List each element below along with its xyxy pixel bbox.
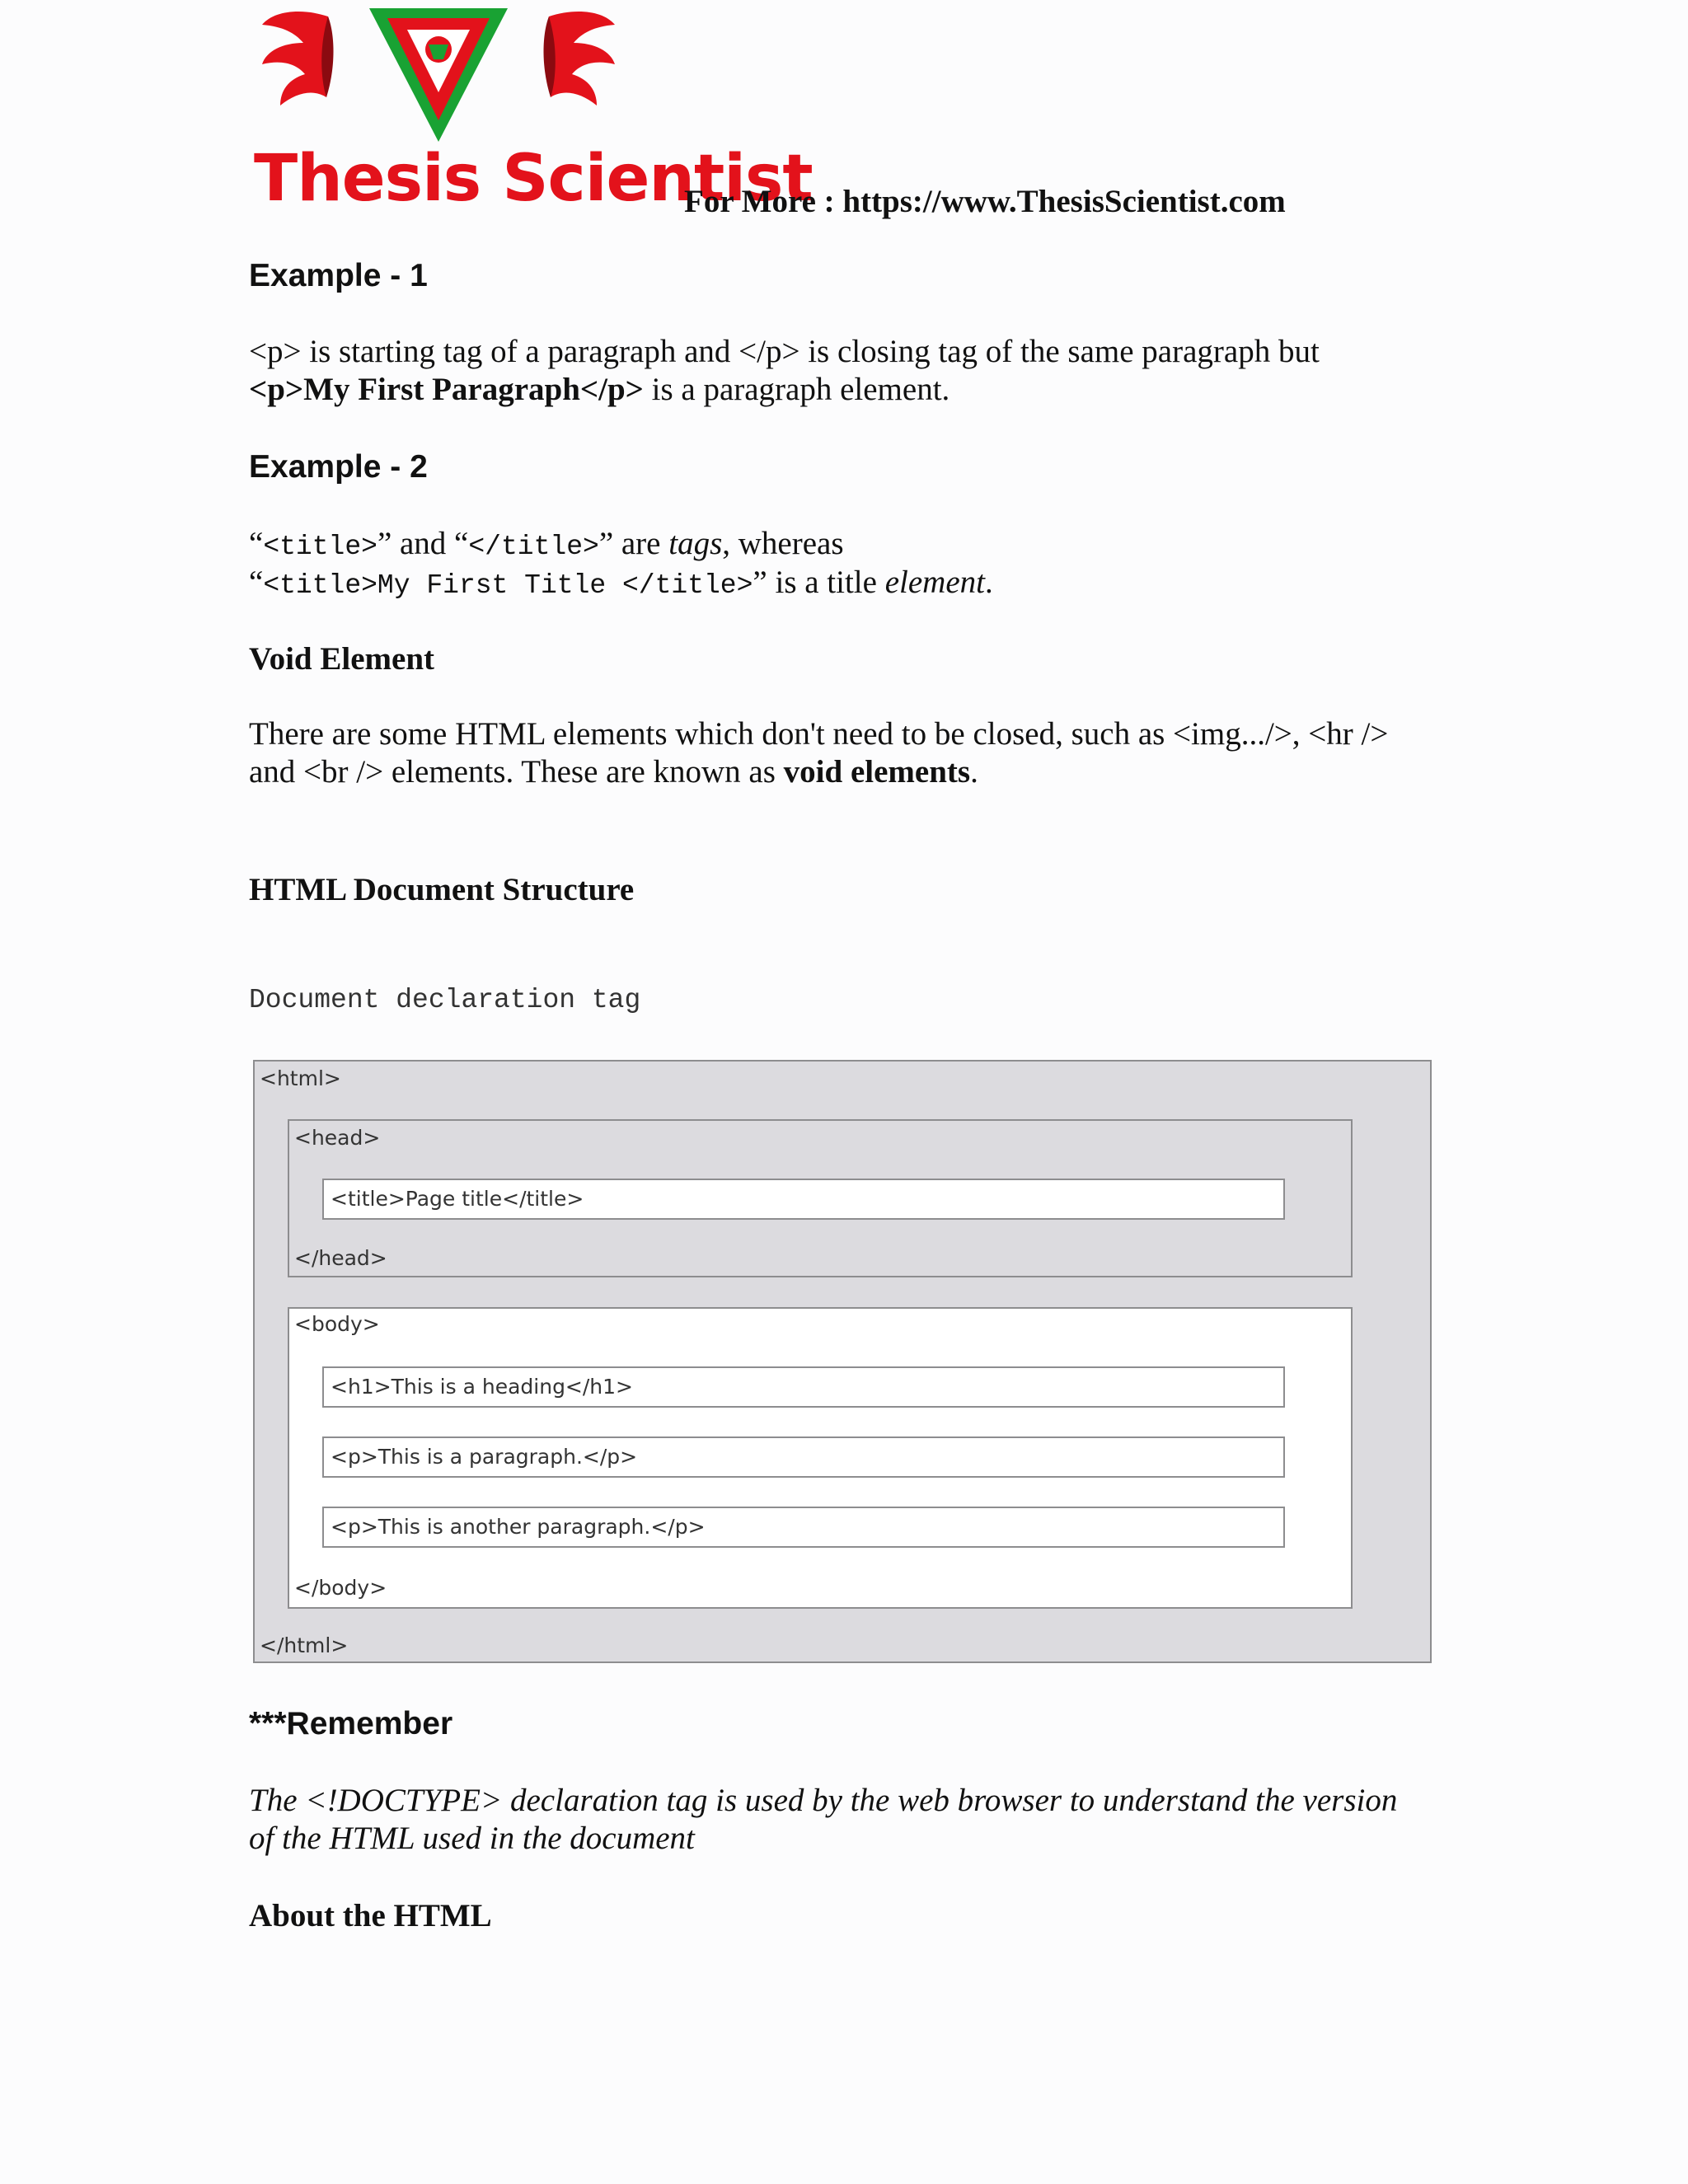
html-structure-heading: HTML Document Structure [249, 872, 635, 907]
remember-heading: ***Remember [249, 1706, 453, 1741]
void-line-2 [249, 753, 978, 791]
period: . [984, 565, 993, 600]
h1-line: <h1>This is a heading</h1> [331, 1375, 634, 1399]
thesis-scientist-logo [246, 0, 813, 223]
is-title-text: ” is a title [753, 565, 885, 600]
p2-box [322, 1507, 1285, 1548]
body-close-label: </body> [294, 1576, 387, 1600]
document-declaration-label: Document declaration tag [249, 985, 641, 1015]
body-open-label: <body> [294, 1312, 380, 1336]
p1-line: <p>This is a paragraph.</p> [331, 1445, 638, 1469]
html-structure-diagram [253, 1060, 1432, 1663]
p2-line: <p>This is another paragraph.</p> [331, 1515, 706, 1539]
logo-emblem-icon [246, 0, 631, 148]
body-box [288, 1307, 1353, 1609]
tags-word: tags [668, 526, 723, 561]
example-2-heading: Example - 2 [249, 449, 428, 485]
void-element-heading: Void Element [249, 641, 434, 677]
quote-mark: “ [249, 565, 264, 600]
for-more-link[interactable]: For More : https://www.ThesisScientist.com [684, 184, 1286, 219]
head-close-label: </head> [294, 1246, 387, 1270]
code-title-open: <title> [263, 532, 377, 562]
html-open-label: <html> [260, 1066, 341, 1090]
head-box [288, 1119, 1353, 1277]
void-line-2-start: and <br /> elements. These are known as [249, 754, 784, 790]
code-title-full: <title>My First Title </title> [263, 570, 753, 601]
are-text: ” are [598, 526, 669, 561]
remember-line-2: of the HTML used in the document [249, 1821, 695, 1856]
example-2-line-1 [249, 525, 844, 566]
logo-text: Thesis Scientist [254, 142, 813, 216]
whereas-text: , whereas [722, 526, 844, 561]
title-line: <title>Page title</title> [331, 1187, 584, 1211]
html-close-label: </html> [260, 1633, 349, 1657]
example-1-bold-text: <p>My First Paragraph</p> [249, 372, 644, 407]
about-html-heading: About the HTML [249, 1898, 492, 1933]
void-line-2-end: . [970, 754, 978, 790]
void-line-1: There are some HTML elements which don't need to be closed, such as <img.../>, <hr /> [249, 716, 1389, 752]
example-1-line-2 [249, 371, 950, 409]
example-2-line-2 [249, 564, 993, 605]
title-box [322, 1179, 1285, 1220]
and-text: ” and “ [377, 526, 469, 561]
quote-mark: “ [249, 526, 264, 561]
example-1-heading: Example - 1 [249, 258, 428, 293]
remember-line-1: The <!DOCTYPE> declaration tag is used by the web browser to understand the version [249, 1783, 1398, 1818]
example-1-line-1: <p> is starting tag of a paragraph and </p> is closing tag of the same paragraph but [249, 334, 1320, 369]
h1-box [322, 1366, 1285, 1408]
element-word: element [884, 565, 985, 600]
code-title-close: </title> [468, 532, 599, 562]
head-open-label: <head> [294, 1126, 381, 1150]
example-1-line-2-rest: is a paragraph element. [643, 372, 950, 407]
p1-box [322, 1436, 1285, 1478]
void-elements-bold: void elements [783, 754, 971, 790]
